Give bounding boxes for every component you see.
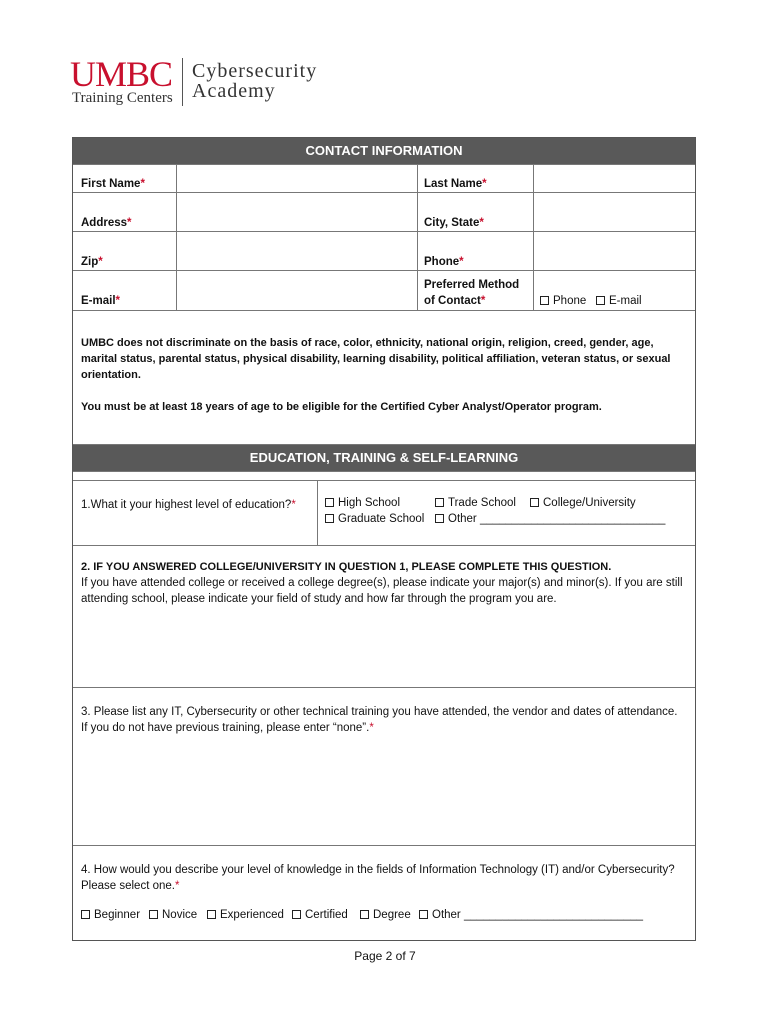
- checkbox[interactable]: [435, 514, 444, 523]
- divider: [73, 471, 695, 472]
- knowledge-option-other[interactable]: Other ____________________________: [419, 909, 643, 921]
- logo-line2: Academy: [192, 80, 276, 102]
- knowledge-option-experienced[interactable]: Experienced: [207, 909, 284, 921]
- preferred-contact-label-2: of Contact*: [424, 295, 486, 307]
- application-form: [72, 137, 696, 941]
- divider: [73, 310, 695, 311]
- contact-option-phone[interactable]: Phone: [540, 295, 586, 307]
- phone-field[interactable]: [534, 232, 695, 270]
- q4-line1: 4. How would you describe your level of knowledge in the fields of Information Technology (IT) and/or Cybersecurity?: [81, 864, 675, 876]
- logo-subtitle: Training Centers: [72, 90, 173, 106]
- checkbox[interactable]: [419, 910, 428, 919]
- checkbox[interactable]: [530, 498, 539, 507]
- logo-line1: Cybersecurity: [192, 60, 318, 82]
- q3-answer-area[interactable]: [74, 738, 694, 843]
- age-notice: You must be at least 18 years of age to be eligible for the Certified Cyber Analyst/Operator program.: [81, 401, 602, 413]
- divider: [73, 845, 695, 846]
- checkbox[interactable]: [435, 498, 444, 507]
- education-heading: EDUCATION, TRAINING & SELF-LEARNING: [73, 445, 695, 471]
- q3-line1: 3. Please list any IT, Cybersecurity or other technical training you have attended, the vendor and dates of attendance.: [81, 706, 678, 718]
- city-state-field[interactable]: [534, 193, 695, 231]
- q3-line2: If you do not have previous training, please enter “none”.*: [81, 722, 374, 734]
- last-name-field[interactable]: [534, 165, 695, 192]
- knowledge-option-novice[interactable]: Novice: [149, 909, 197, 921]
- logo-divider: [182, 58, 183, 106]
- email-label: E-mail*: [81, 295, 120, 307]
- q2-answer-area[interactable]: [74, 608, 694, 686]
- divider: [73, 687, 695, 688]
- address-field[interactable]: [177, 193, 417, 231]
- knowledge-option-beginner[interactable]: Beginner: [81, 909, 140, 921]
- checkbox[interactable]: [207, 910, 216, 919]
- knowledge-option-degree[interactable]: Degree: [360, 909, 411, 921]
- preferred-contact-label: Preferred Method: [424, 279, 520, 291]
- zip-label: Zip*: [81, 256, 103, 268]
- checkbox[interactable]: [149, 910, 158, 919]
- edu-option-graduate[interactable]: Graduate School: [325, 513, 424, 525]
- divider: [73, 480, 695, 481]
- checkbox[interactable]: [325, 514, 334, 523]
- checkbox[interactable]: [596, 296, 605, 305]
- checkbox[interactable]: [540, 296, 549, 305]
- divider: [317, 480, 318, 545]
- edu-option-trade-school[interactable]: Trade School: [435, 497, 516, 509]
- q1-label: 1.What it your highest level of education?*: [81, 499, 296, 511]
- q4-line2: Please select one.*: [81, 880, 180, 892]
- edu-option-college[interactable]: College/University: [530, 497, 636, 509]
- logo-umbc: UMBC: [70, 54, 173, 94]
- phone-label: Phone*: [424, 256, 464, 268]
- edu-option-high-school[interactable]: High School: [325, 497, 400, 509]
- checkbox[interactable]: [292, 910, 301, 919]
- divider: [417, 164, 418, 310]
- checkbox[interactable]: [81, 910, 90, 919]
- zip-field[interactable]: [177, 232, 417, 270]
- divider: [73, 545, 695, 546]
- q2-title: 2. IF YOU ANSWERED COLLEGE/UNIVERSITY IN QUESTION 1, PLEASE COMPLETE THIS QUESTION.: [81, 561, 612, 573]
- edu-option-other[interactable]: Other _____________________________: [435, 513, 665, 525]
- city-state-label: City, State*: [424, 217, 484, 229]
- email-field[interactable]: [177, 271, 417, 310]
- q2-body: If you have attended college or received a college degree(s), please indicate your major(s) and minor(s). If you are still attending school, please indicate your field of study and how far through the program you are.: [81, 577, 683, 605]
- first-name-field[interactable]: [177, 165, 417, 192]
- first-name-label: First Name*: [81, 178, 145, 190]
- address-label: Address*: [81, 217, 132, 229]
- page-number: Page 2 of 7: [354, 949, 416, 963]
- checkbox[interactable]: [360, 910, 369, 919]
- last-name-label: Last Name*: [424, 178, 487, 190]
- knowledge-option-certified[interactable]: Certified: [292, 909, 348, 921]
- contact-option-email[interactable]: E-mail: [596, 295, 642, 307]
- contact-heading: CONTACT INFORMATION: [73, 138, 695, 164]
- nondiscrimination-notice: UMBC does not discriminate on the basis of race, color, ethnicity, national origin, religion, creed, gender, age, marital status, parental status, physical disability, learning disability, political affiliation, veteran status, or sexual orientation.: [81, 337, 671, 381]
- checkbox[interactable]: [325, 498, 334, 507]
